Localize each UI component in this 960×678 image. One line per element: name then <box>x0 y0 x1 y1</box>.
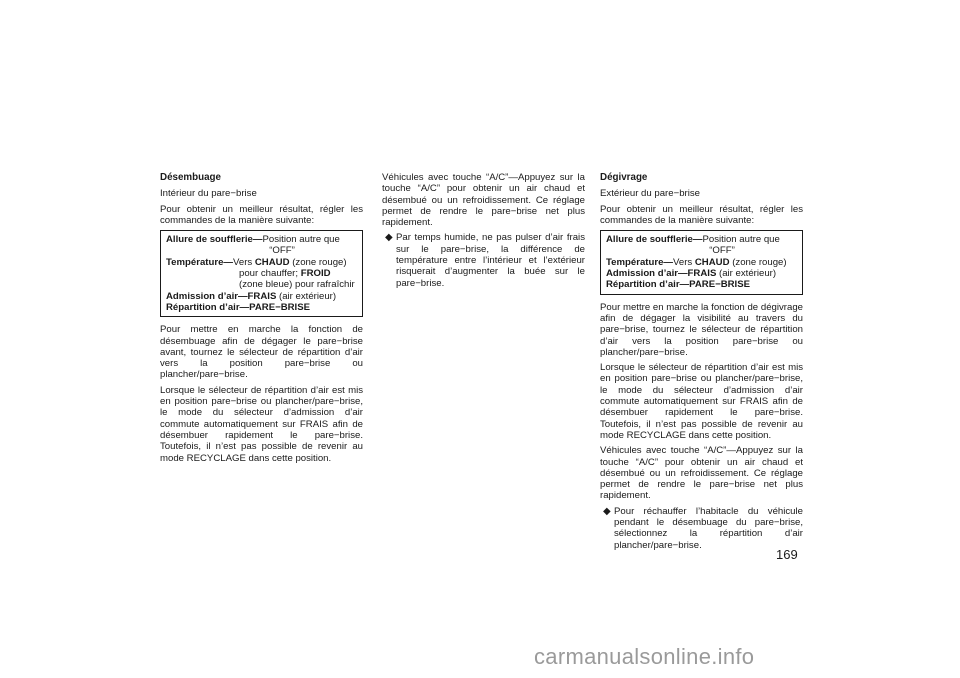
subheading-interieur: Intérieur du pare−brise <box>160 188 257 200</box>
box-row-temp <box>166 257 358 268</box>
diamond-bullet-icon: ◆ <box>385 232 393 244</box>
subheading-exterieur: Extérieur du pare−brise <box>600 188 700 200</box>
column-left <box>160 172 363 468</box>
box-row-distribution: Répartition d’air—PARE−BRISE <box>166 301 311 313</box>
temp-froid: FROID <box>300 268 331 280</box>
intake-value: (air extérieur) <box>276 290 337 302</box>
fan-label: Allure de soufflerie— <box>166 234 263 246</box>
fan-value-cont: “OFF” <box>709 245 735 257</box>
intake-label: Admission d’air—FRAIS <box>166 290 277 302</box>
temp-line2: pour chauffer; <box>239 268 301 280</box>
temp-label: Température— <box>166 256 233 268</box>
box-row-intake <box>606 268 798 279</box>
box-row-temp-2 <box>166 268 358 279</box>
fan-value-cont: “OFF” <box>269 245 295 257</box>
temp-chaud: CHAUD <box>254 256 290 268</box>
temp-pre: Vers <box>233 256 255 268</box>
page-number: 169 <box>776 547 798 562</box>
diamond-bullet-icon: ◆ <box>603 505 611 517</box>
box-row-temp <box>606 257 798 268</box>
temp-label: Température— <box>606 256 673 268</box>
settings-box <box>600 230 803 294</box>
temp-line3: (zone bleue) pour rafraîchir <box>239 279 355 291</box>
fan-value: Position autre que <box>702 234 780 246</box>
intro-paragraph: Pour obtenir un meilleur résultat, régler les commandes de la manière suivante: <box>160 203 363 226</box>
temp-chaud: CHAUD <box>694 256 730 268</box>
section-heading-desembuage: Désembuage <box>160 172 221 183</box>
fan-label: Allure de soufflerie— <box>606 234 703 246</box>
intro-paragraph: Pour obtenir un meilleur résultat, régler les commandes de la manière suivante: <box>600 203 803 226</box>
watermark: carmanualsonline.info <box>534 644 755 669</box>
temp-mid: (zone rouge) <box>289 256 347 268</box>
bullet-item <box>600 506 803 551</box>
settings-box <box>160 230 363 317</box>
paragraph-2: Lorsque le sélecteur de répartition d’air est mis en position pare−brise ou plancher/pare−brise, le mode du sélecteur d’admission d’air commute automatiquement sur FRAIS afin de désembuer rapidement le pare−brise. Toutefois, il n’est pas possible de revenir au mode RECYCLAGE dans cette position. <box>160 384 363 464</box>
box-row-fan <box>166 234 358 245</box>
temp-pre: Vers <box>673 256 695 268</box>
box-row-intake <box>166 291 358 302</box>
column-middle <box>382 172 585 293</box>
paragraph-3: Véhicules avec touche “A/C”—Appuyez sur la touche “A/C” pour obtenir un air chaud et désembué ou un refroidissement. Ce réglage permet de rendre le pare−brise net plus rapidement. <box>600 445 803 502</box>
paragraph-2: Lorsque le sélecteur de répartition d’air est mis en position pare−brise ou plancher/pare−brise, le mode du sélecteur d’admission d’air commute automatiquement sur FRAIS afin de désembuer rapidement le pare−brise. Toutefois, il n’est pas possible de revenir au mode RECYCLAGE dans cette position. <box>600 362 803 441</box>
fan-value: Position autre que <box>262 234 340 246</box>
bullet-text: Pour réchauffer l’habitacle du véhicule pendant le désembuage du pare−brise, sélectionnez la répartition d’air plancher/pare−brise. <box>614 505 803 551</box>
column-right <box>600 172 803 555</box>
intake-label: Admission d’air—FRAIS <box>606 268 717 280</box>
paragraph-ac: Véhicules avec touche “A/C”—Appuyez sur la touche “A/C” pour obtenir un air chaud et désembué ou un refroidissement. Ce réglage permet de rendre le pare−brise net plus rapidement. <box>382 172 585 229</box>
section-heading-degivrage: Dégivrage <box>600 172 648 183</box>
temp-mid: (zone rouge) <box>729 256 787 268</box>
bullet-item <box>382 232 585 288</box>
intake-value: (air extérieur) <box>716 268 777 280</box>
paragraph-1: Pour mettre en marche la fonction de dégivrage afin de dégager la visibilité au travers du pare−brise, tournez le sélecteur de répartition d’air vers la position pare−brise ou plancher/pare−brise. <box>600 301 803 358</box>
box-row-fan <box>606 234 798 245</box>
bullet-text: Par temps humide, ne pas pulser d’air frais sur le pare−brise, la différence de température entre l’intérieur et l’extérieur risquerait d’augmenter la buée sur le pare−brise. <box>396 232 585 289</box>
paragraph-1: Pour mettre en marche la fonction de désembuage afin de dégager le pare−brise avant, tournez le sélecteur de répartition d’air vers la position pare−brise ou plancher/pare−brise. <box>160 324 363 381</box>
box-row-distribution: Répartition d’air—PARE−BRISE <box>606 279 751 291</box>
